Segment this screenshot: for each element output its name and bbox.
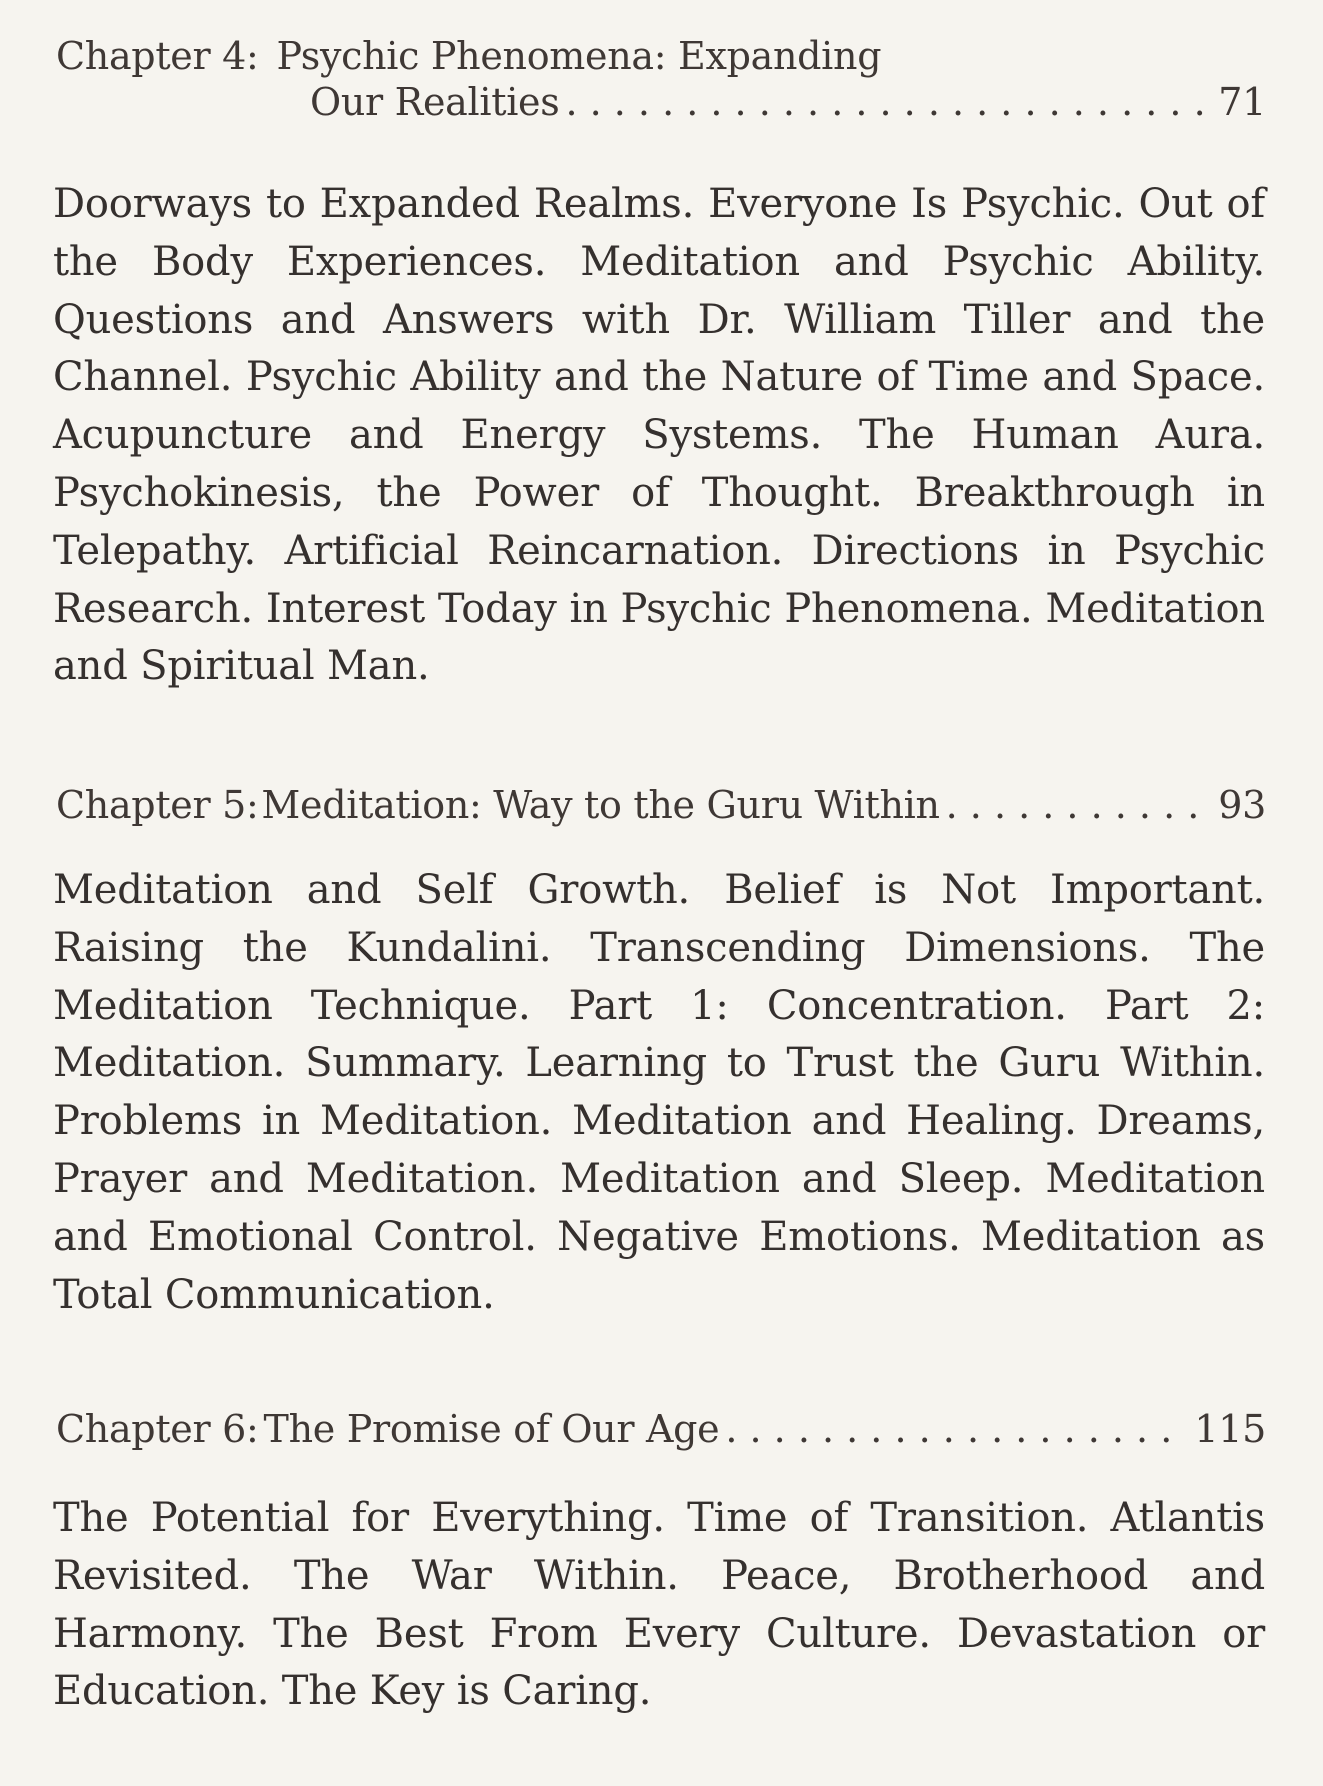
chapter-6-label: Chapter 6: [56,1407,259,1451]
chapter-4-page-number: 71 [1218,79,1266,124]
leader-dots [946,783,1213,829]
chapter-5-summary: Meditation and Self Growth. Belief is Not Important. Raising the Kundalini. Transcending Dimensions. The Meditation Technique. Part 1: Concentration. Part 2: Meditation. Summary. Learning to Trust the Guru Within. Problems in Meditation. Meditation and Healing. Dreams, Prayer and Meditation. Meditation and Sleep. Meditation and Emotional Control. Negative Emotions. Meditation as Total Communication. [53,867,1265,1318]
chapter-5-title: Meditation: Way to the Guru Within [261,783,940,827]
chapter-4-heading [56,34,1266,125]
chapter-5-heading-line [56,783,1266,829]
leader-dots [725,1407,1188,1453]
leader-dots [565,80,1212,126]
chapter-4-heading-line-1 [56,34,1266,80]
chapter-6-summary: The Potential for Everything. Time of Transition. Atlantis Revisited. The War Within. Peace, Brotherhood and Harmony. The Best From Every Culture. Devastation or Education. The Key is Caring. [53,1495,1265,1715]
chapter-6-page-number: 115 [1194,1407,1266,1451]
chapter-6-heading-line [56,1407,1266,1453]
chapter-5-page-number: 93 [1218,783,1266,827]
chapter-5-label: Chapter 5: [56,783,259,827]
chapter-4-summary: Doorways to Expanded Realms. Everyone Is Psychic. Out of the Body Experiences. Meditation and Psychic Ability. Questions and Answers with Dr. William Tiller and the Channel. Psychic Ability and the Nature of Time and Space. Acupuncture and Energy Systems. The Human Aura. Psychokinesis, the Power of Thought. Breakthrough in Telepathy. Artificial Reincarnation. Directions in Psychic Research. Interest Today in Psychic Phenomena. Meditation and Spiritual Man. [53,181,1265,690]
chapter-4-heading-line-2 [56,80,1266,126]
chapter-6-heading [56,1407,1266,1453]
chapter-4-title-line-2: Our Realities [310,79,560,124]
chapter-6-title: The Promise of Our Age [263,1407,720,1451]
chapter-4-label: Chapter 4: [56,34,259,78]
chapter-5-heading [56,783,1266,829]
chapter-4-title-line-1: Psychic Phenomena: Expanding [276,34,882,78]
